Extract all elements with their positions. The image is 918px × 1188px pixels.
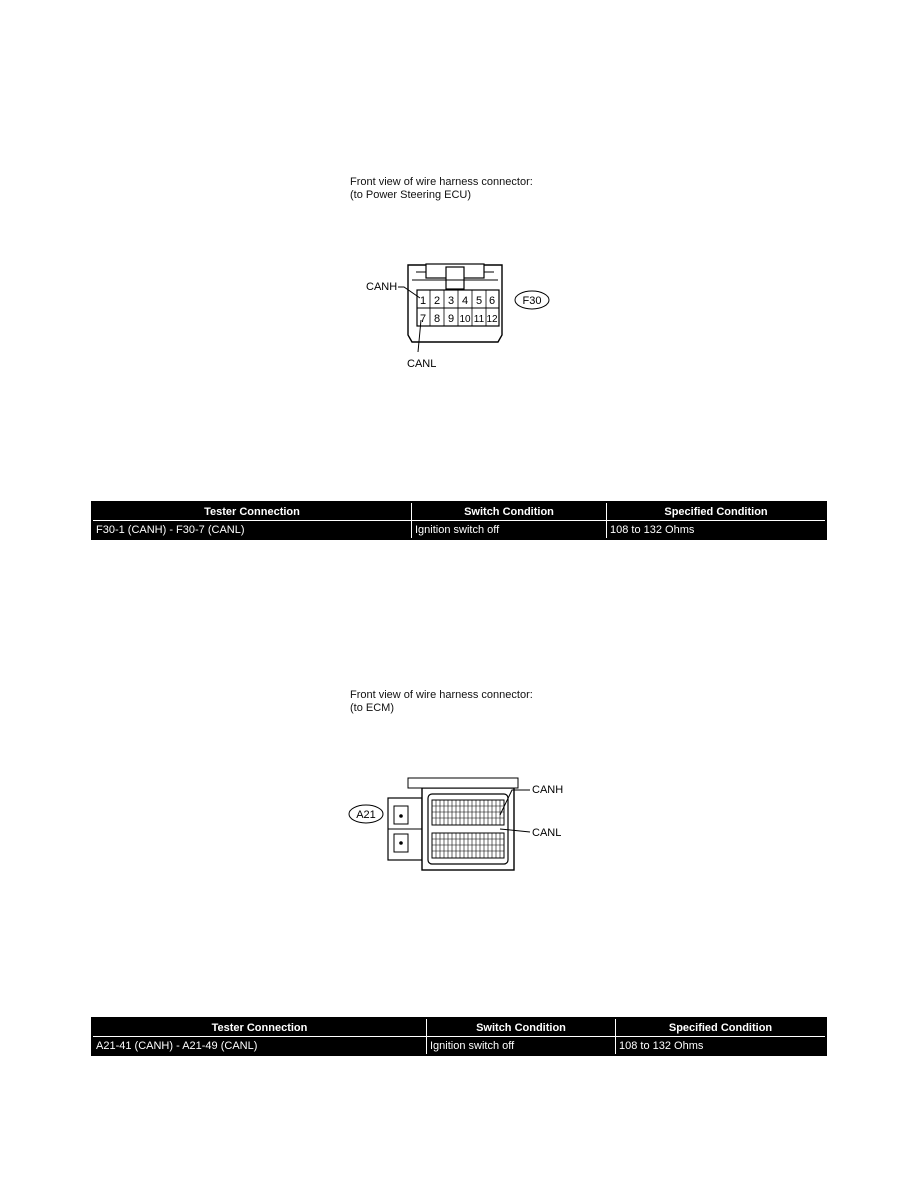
f30-connector-diagram bbox=[360, 250, 560, 375]
a21-connector-diagram bbox=[340, 770, 580, 880]
table-row bbox=[92, 521, 826, 540]
figure1-caption-line2: (to Power Steering ECU) bbox=[350, 189, 472, 201]
figure2-caption bbox=[350, 689, 533, 715]
cell-tester-connection: A21-41 (CANH) - A21-49 (CANL) bbox=[92, 1037, 427, 1056]
header-switch-condition: Switch Condition bbox=[427, 1018, 616, 1037]
f30-pin-9: 9 bbox=[447, 313, 455, 325]
figure1-caption-line1: Front view of wire harness connector: bbox=[350, 176, 533, 188]
cell-switch-condition: Ignition switch off bbox=[427, 1037, 616, 1056]
header-tester-connection: Tester Connection bbox=[92, 502, 412, 521]
cell-specified-condition: 108 to 132 Ohms bbox=[616, 1037, 827, 1056]
header-specified-condition: Specified Condition bbox=[607, 502, 827, 521]
table-header-row bbox=[92, 502, 826, 521]
header-switch-condition: Switch Condition bbox=[412, 502, 607, 521]
a21-canl-label: CANL bbox=[532, 827, 562, 839]
figure2-caption-line2: (to ECM) bbox=[350, 702, 394, 714]
f30-pin-2: 2 bbox=[433, 295, 441, 307]
header-specified-condition: Specified Condition bbox=[616, 1018, 827, 1037]
spec-table-1 bbox=[91, 501, 827, 540]
a21-canh-label: CANH bbox=[532, 784, 564, 796]
a21-connector-id: A21 bbox=[356, 809, 376, 821]
table-header-row bbox=[92, 1018, 826, 1037]
f30-pin-11: 11 bbox=[473, 314, 485, 325]
f30-pin-5: 5 bbox=[475, 295, 483, 307]
f30-pin-7: 7 bbox=[419, 313, 427, 325]
f30-pin-3: 3 bbox=[447, 295, 455, 307]
f30-pin-6: 6 bbox=[488, 295, 496, 307]
f30-connector-id: F30 bbox=[522, 295, 542, 307]
cell-switch-condition: Ignition switch off bbox=[412, 521, 607, 540]
figure2-caption-line1: Front view of wire harness connector: bbox=[350, 689, 533, 701]
f30-canl-label: CANL bbox=[407, 358, 437, 370]
f30-canh-label: CANH bbox=[366, 281, 398, 293]
f30-pin-4: 4 bbox=[461, 295, 469, 307]
f30-pin-8: 8 bbox=[433, 313, 441, 325]
f30-pin-10: 10 bbox=[459, 314, 471, 325]
table-row bbox=[92, 1037, 826, 1056]
f30-pin-12: 12 bbox=[486, 314, 498, 325]
figure1-caption bbox=[350, 176, 533, 202]
header-tester-connection: Tester Connection bbox=[92, 1018, 427, 1037]
f30-pin-1: 1 bbox=[419, 295, 427, 307]
spec-table-2 bbox=[91, 1017, 827, 1056]
cell-tester-connection: F30-1 (CANH) - F30-7 (CANL) bbox=[92, 521, 412, 540]
cell-specified-condition: 108 to 132 Ohms bbox=[607, 521, 827, 540]
